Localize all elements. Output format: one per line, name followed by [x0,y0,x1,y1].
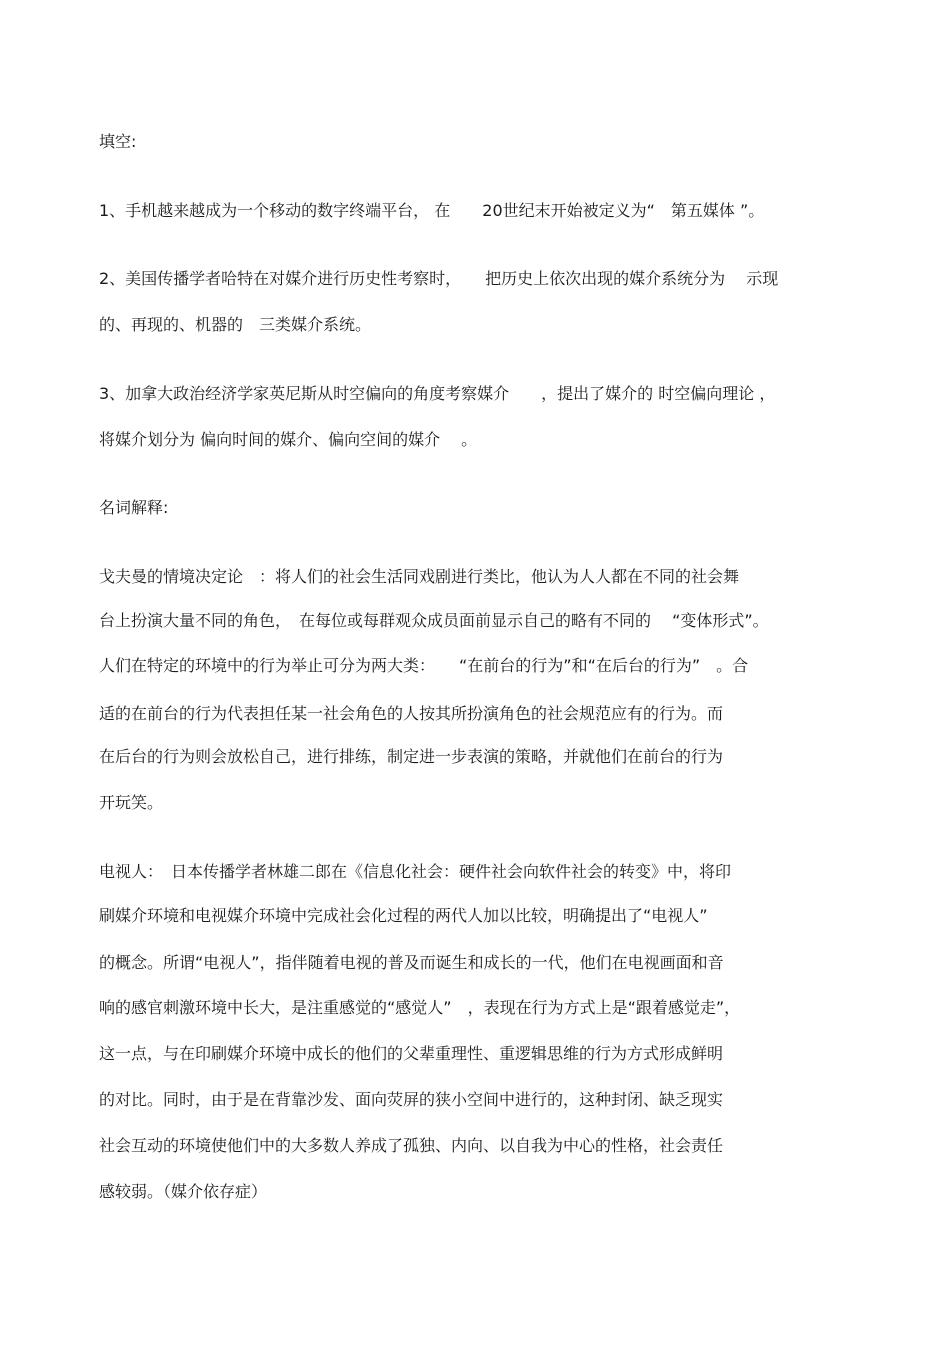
goffman-line: 适的在前台的行为代表担任某一社会角色的人按其所扮演角色的社会规范应有的行为。而 [99,704,724,723]
question-3-line-2: 将媒介划分为 偏向时间的媒介、偏向空间的媒介 。 [99,430,478,449]
tv-people-line: 社会互动的环境使他们中的大多数人养成了孤独、内向、以自我为中心的性格，社会责任 [99,1136,724,1155]
tv-people-line: 的对比。同时，由于是在背靠沙发、面向荧屏的狭小空间中进行的，这种封闭、缺乏现实 [99,1090,724,1109]
tv-people-line: 感较弱。（媒介依存症） [99,1182,268,1201]
tv-people-line: 的概念。所谓“电视人”，指伴随着电视的普及而诞生和成长的一代，他们在电视画面和音 [99,953,724,972]
fill-blank-heading: 填空: [99,132,137,151]
tv-people-line: 电视人： 日本传播学者林雄二郎在《信息化社会：硬件社会向软件社会的转变》中，将印 [99,862,732,881]
goffman-line: 人们在特定的环境中的行为举止可分为两大类： “在前台的行为”和“在后台的行为” 。合 [99,656,749,675]
question-2-line-1: 2、美国传播学者哈特在对媒介进行历史性考察时， 把历史上依次出现的媒介系统分为 示现 [99,269,779,288]
question-2-line-2: 的、再现的、机器的 三类媒介系统。 [99,315,372,334]
question-3-line-1: 3、加拿大政治经济学家英尼斯从时空偏向的角度考察媒介 ，提出了媒介的 时空偏向理论 ， [99,384,776,403]
question-1: 1、手机越来越成为一个移动的数字终端平台， 在 20世纪末开始被定义为“ 第五媒体 ”。 [99,201,765,220]
tv-people-line: 这一点，与在印刷媒介环境中成长的他们的父辈重理性、重逻辑思维的行为方式形成鲜明 [99,1044,724,1063]
term-explanation-heading: 名词解释: [99,498,169,517]
goffman-line: 戈夫曼的情境决定论 ：将人们的社会生活同戏剧进行类比，他认为人人都在不同的社会舞 [99,567,740,586]
tv-people-line: 刷媒介环境和电视媒介环境中完成社会化过程的两代人加以比较，明确提出了“电视人” [99,906,708,925]
goffman-line: 在后台的行为则会放松自己，进行排练，制定进一步表演的策略，并就他们在前台的行为 [99,747,724,766]
goffman-line: 开玩笑。 [99,793,164,812]
goffman-line: 台上扮演大量不同的角色， 在每位或每群观众成员面前显示自己的略有不同的 “变体形式”。 [99,611,769,630]
tv-people-line: 响的感官刺激环境中长大，是注重感觉的“感觉人” ，表现在行为方式上是“跟着感觉走”， [99,998,741,1017]
